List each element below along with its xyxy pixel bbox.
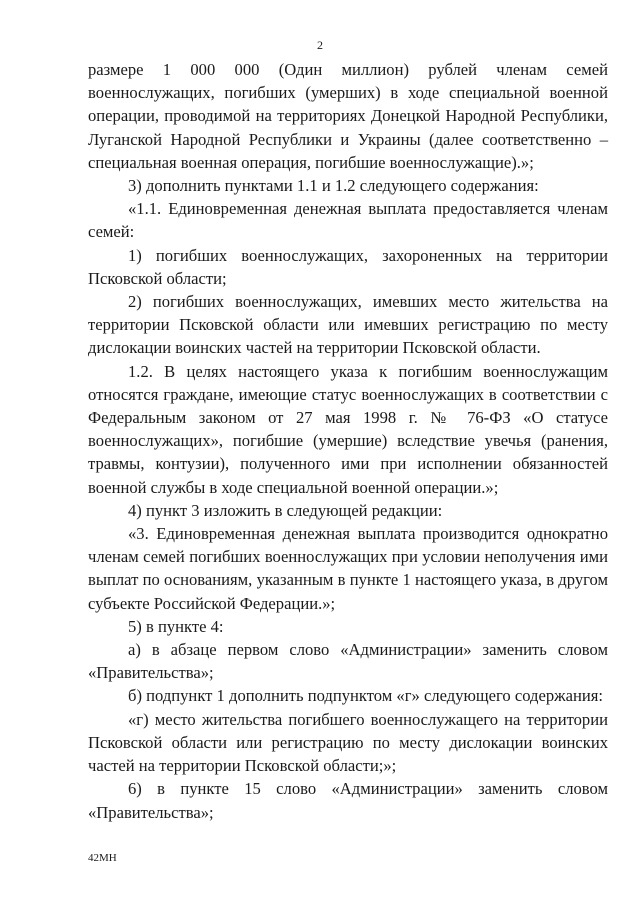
paragraph-item-4: 4) пункт 3 изложить в следующей редакции: [128,500,443,520]
paragraph-item-3: 3) дополнить пунктами 1.1 и 1.2 следующего содержания: [128,176,539,196]
paragraph-item-6: 6) в пункте 15 слово «Администрации» заменить словом «Правительства»; [88,779,608,822]
paragraph-subitem-b: б) подпункт 1 дополнить подпунктом «г» следующего содержания: [128,686,603,706]
paragraph-subitem-a: а) в абзаце первом слово «Администрации» заменить словом «Правительства»; [88,640,608,683]
paragraph-item-5: 5) в пункте 4: [128,616,224,636]
paragraph-continuation: размере 1 000 000 (Один миллион) рублей членам семей военнослужащих, погибших (умерших) в ходе специальной военной операции, проводимой на территориях Донецкой Народной Республики, Луганской Народной Республики и Украины (далее соответственно – специальная военная операция, погибшие военнослужащие).»; [88,60,608,172]
paragraph-clause-1-1: «1.1. Единовременная денежная выплата предоставляется членам семей: [88,199,608,242]
paragraph-clause-1-2: 1.2. В целях настоящего указа к погибшим военнослужащим относятся граждане, имеющие статус военнослужащих в соответствии с Федеральным законом от 27 мая 1998 г. № 76-ФЗ «О статусе военнослужащих», погибшие (умершие) вследствие увечья (ранения, травмы, контузии), полученного ими при исполнении обязанностей военной службы в ходе специальной военной операции.»; [88,361,608,497]
paragraph-subitem-1: 1) погибших военнослужащих, захороненных на территории Псковской области; [88,245,608,288]
document-body [88,58,608,824]
footer-document-code: 42МН [88,852,117,864]
paragraph-subitem-2: 2) погибших военнослужащих, имевших место жительства на территории Псковской области или имевших регистрацию по месту дислокации воинских частей на территории Псковской области. [88,292,608,358]
page-number: 2 [317,38,323,52]
paragraph-subitem-g: «г) место жительства погибшего военнослужащего на территории Псковской области или регистрацию по месту дислокации воинских частей на территории Псковской области;»; [88,709,608,776]
paragraph-clause-3: «3. Единовременная денежная выплата производится однократно членам семей погибших военнослужащих при условии неполучения ими выплат по основаниям, указанным в пункте 1 настоящего указа, в другом субъекте Российской Федерации.»; [88,524,608,613]
